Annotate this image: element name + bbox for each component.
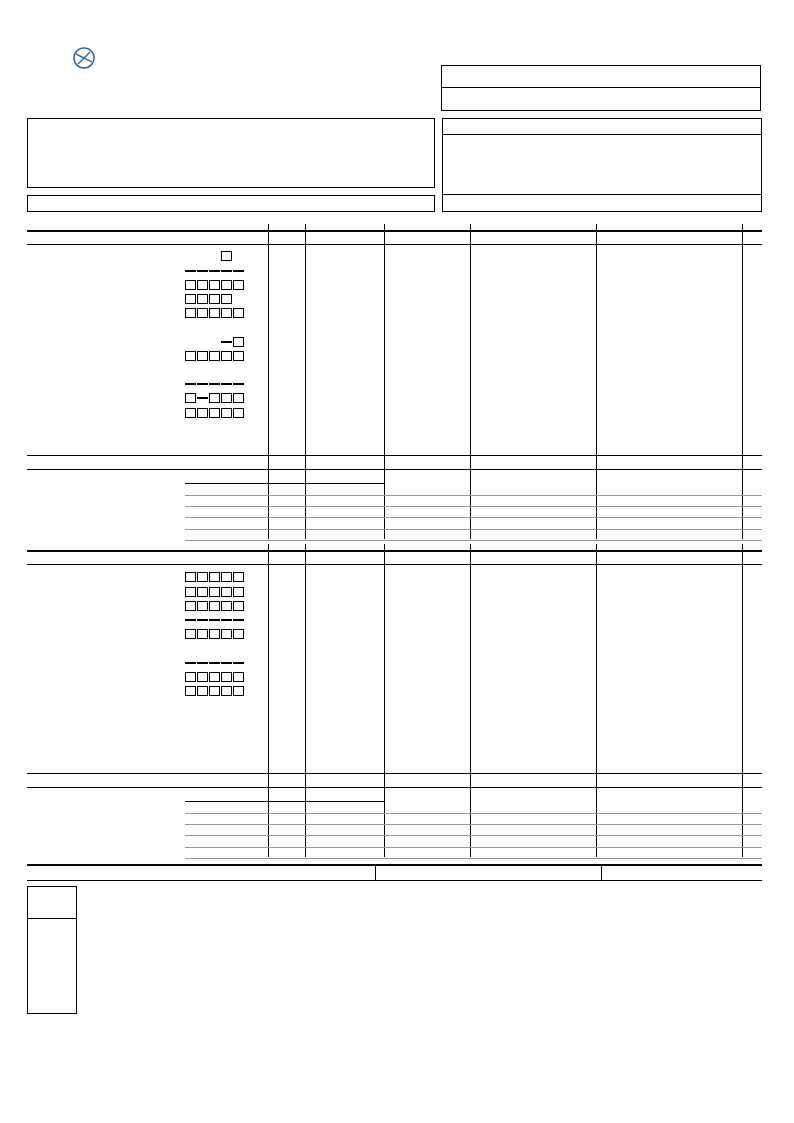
set-position-cell	[233, 587, 244, 597]
set-bench-dash	[221, 383, 232, 385]
set-position-cell	[209, 393, 220, 403]
nab-line	[185, 801, 385, 802]
col-separator	[305, 544, 306, 857]
set-position-cell	[221, 251, 232, 261]
nab-line	[185, 483, 385, 484]
col-separator	[742, 544, 743, 857]
set-position-cell	[197, 601, 208, 611]
total-underline	[27, 469, 762, 470]
set-bench-dash	[185, 383, 196, 385]
team-header-bar	[27, 230, 762, 245]
set-position-cell	[185, 308, 196, 318]
set-position-cell	[221, 280, 232, 290]
set-position-cell	[185, 351, 196, 361]
sets-score-table	[442, 118, 762, 212]
set-position-cell	[233, 672, 244, 682]
set-bench-dash	[233, 619, 244, 621]
set-position-cell	[185, 572, 196, 582]
teams-result-box	[441, 65, 761, 111]
set-position-cell	[233, 408, 244, 418]
set-row-line	[185, 495, 762, 496]
rotation-line	[27, 918, 77, 919]
set-position-cell	[233, 308, 244, 318]
set-bench-dash	[233, 383, 244, 385]
team1-result	[442, 66, 760, 88]
player-set-positions	[185, 279, 245, 290]
set-bench-dash	[221, 341, 232, 343]
player-set-positions	[185, 336, 245, 347]
set-position-cell	[197, 351, 208, 361]
set-row-line	[185, 540, 762, 541]
set-bench-dash	[197, 383, 208, 385]
col-separator	[384, 224, 385, 539]
set-bench-dash	[233, 662, 244, 664]
player-set-positions	[185, 615, 245, 626]
set-row-line	[185, 517, 762, 518]
set-bench-dash	[185, 619, 196, 621]
player-set-positions	[185, 421, 245, 432]
set-bench-dash	[185, 662, 196, 664]
set-position-cell	[185, 672, 196, 682]
set-position-cell	[185, 408, 196, 418]
set-position-cell	[209, 629, 220, 639]
player-set-positions	[185, 436, 245, 447]
team-header-bar	[27, 550, 762, 565]
col-separator	[268, 224, 269, 539]
player-set-positions	[185, 322, 245, 333]
player-set-positions	[185, 308, 245, 319]
set-position-cell	[233, 572, 244, 582]
set-position-cell	[209, 408, 220, 418]
player-set-positions	[185, 251, 245, 262]
set-position-cell	[221, 308, 232, 318]
set-position-cell	[197, 686, 208, 696]
player-set-positions	[185, 671, 245, 682]
rotation-box	[27, 886, 77, 1014]
set-position-cell	[221, 393, 232, 403]
summary-header	[27, 864, 762, 881]
total-line	[27, 773, 762, 774]
set-bench-dash	[221, 662, 232, 664]
player-set-positions	[185, 686, 245, 697]
set-position-cell	[185, 393, 196, 403]
col-separator	[742, 224, 743, 539]
set-position-cell	[221, 601, 232, 611]
vfv-logo	[72, 44, 162, 80]
player-set-positions	[185, 294, 245, 305]
set-bench-dash	[197, 397, 208, 399]
set-position-cell	[221, 629, 232, 639]
col-separator	[268, 544, 269, 857]
set-position-cell	[185, 280, 196, 290]
col-separator	[470, 224, 471, 539]
set-position-cell	[221, 686, 232, 696]
set-position-cell	[221, 351, 232, 361]
total-underline	[27, 787, 762, 788]
match-info	[27, 118, 435, 188]
player-set-positions	[185, 643, 245, 654]
set-position-cell	[197, 280, 208, 290]
col-separator	[596, 544, 597, 857]
set-position-cell	[197, 308, 208, 318]
set-position-cell	[209, 351, 220, 361]
set-bench-dash	[185, 270, 196, 272]
player-set-positions	[185, 265, 245, 276]
set-row-line	[185, 835, 762, 836]
player-set-positions	[185, 657, 245, 668]
set-bench-dash	[221, 270, 232, 272]
set-position-cell	[197, 572, 208, 582]
set-position-cell	[233, 686, 244, 696]
set-position-cell	[197, 672, 208, 682]
set-position-cell	[209, 308, 220, 318]
team2-result	[442, 88, 760, 110]
col-separator	[384, 544, 385, 857]
player-set-positions	[185, 600, 245, 611]
col-separator	[305, 224, 306, 539]
set-position-cell	[185, 629, 196, 639]
set-position-cell	[233, 393, 244, 403]
player-set-positions	[185, 586, 245, 597]
set-position-cell	[209, 294, 220, 304]
set-row-line	[185, 824, 762, 825]
set-bench-dash	[209, 619, 220, 621]
set-position-cell	[233, 351, 244, 361]
set-position-cell	[185, 601, 196, 611]
set-position-cell	[185, 686, 196, 696]
set-row-line	[185, 858, 762, 859]
set-bench-dash	[197, 619, 208, 621]
set-row-line	[185, 506, 762, 507]
set-position-cell	[221, 587, 232, 597]
set-bench-dash	[209, 662, 220, 664]
set-bench-dash	[209, 270, 220, 272]
set-position-cell	[197, 587, 208, 597]
set-position-cell	[209, 601, 220, 611]
set-position-cell	[221, 572, 232, 582]
player-set-positions	[185, 379, 245, 390]
player-set-positions	[185, 629, 245, 640]
judges-box	[27, 195, 435, 212]
set-position-cell	[185, 587, 196, 597]
set-position-cell	[197, 408, 208, 418]
set-position-cell	[233, 601, 244, 611]
set-position-cell	[233, 337, 244, 347]
set-position-cell	[209, 572, 220, 582]
col-separator	[596, 224, 597, 539]
set-position-cell	[221, 672, 232, 682]
set-bench-dash	[197, 662, 208, 664]
col-separator	[470, 544, 471, 857]
player-set-positions	[185, 572, 245, 583]
set-position-cell	[209, 672, 220, 682]
set-position-cell	[209, 587, 220, 597]
set-row-line	[185, 813, 762, 814]
player-set-positions	[185, 407, 245, 418]
player-set-positions	[185, 393, 245, 404]
set-position-cell	[209, 686, 220, 696]
set-bench-dash	[221, 619, 232, 621]
set-row-line	[185, 847, 762, 848]
set-bench-dash	[209, 383, 220, 385]
player-set-positions	[185, 365, 245, 376]
set-position-cell	[197, 629, 208, 639]
set-position-cell	[233, 280, 244, 290]
set-position-cell	[185, 294, 196, 304]
set-row-line	[185, 529, 762, 530]
set-bench-dash	[197, 270, 208, 272]
player-set-positions	[185, 350, 245, 361]
set-position-cell	[233, 629, 244, 639]
set-bench-dash	[233, 270, 244, 272]
total-line	[27, 455, 762, 456]
set-position-cell	[221, 294, 232, 304]
set-position-cell	[221, 408, 232, 418]
set-position-cell	[197, 294, 208, 304]
set-position-cell	[209, 280, 220, 290]
